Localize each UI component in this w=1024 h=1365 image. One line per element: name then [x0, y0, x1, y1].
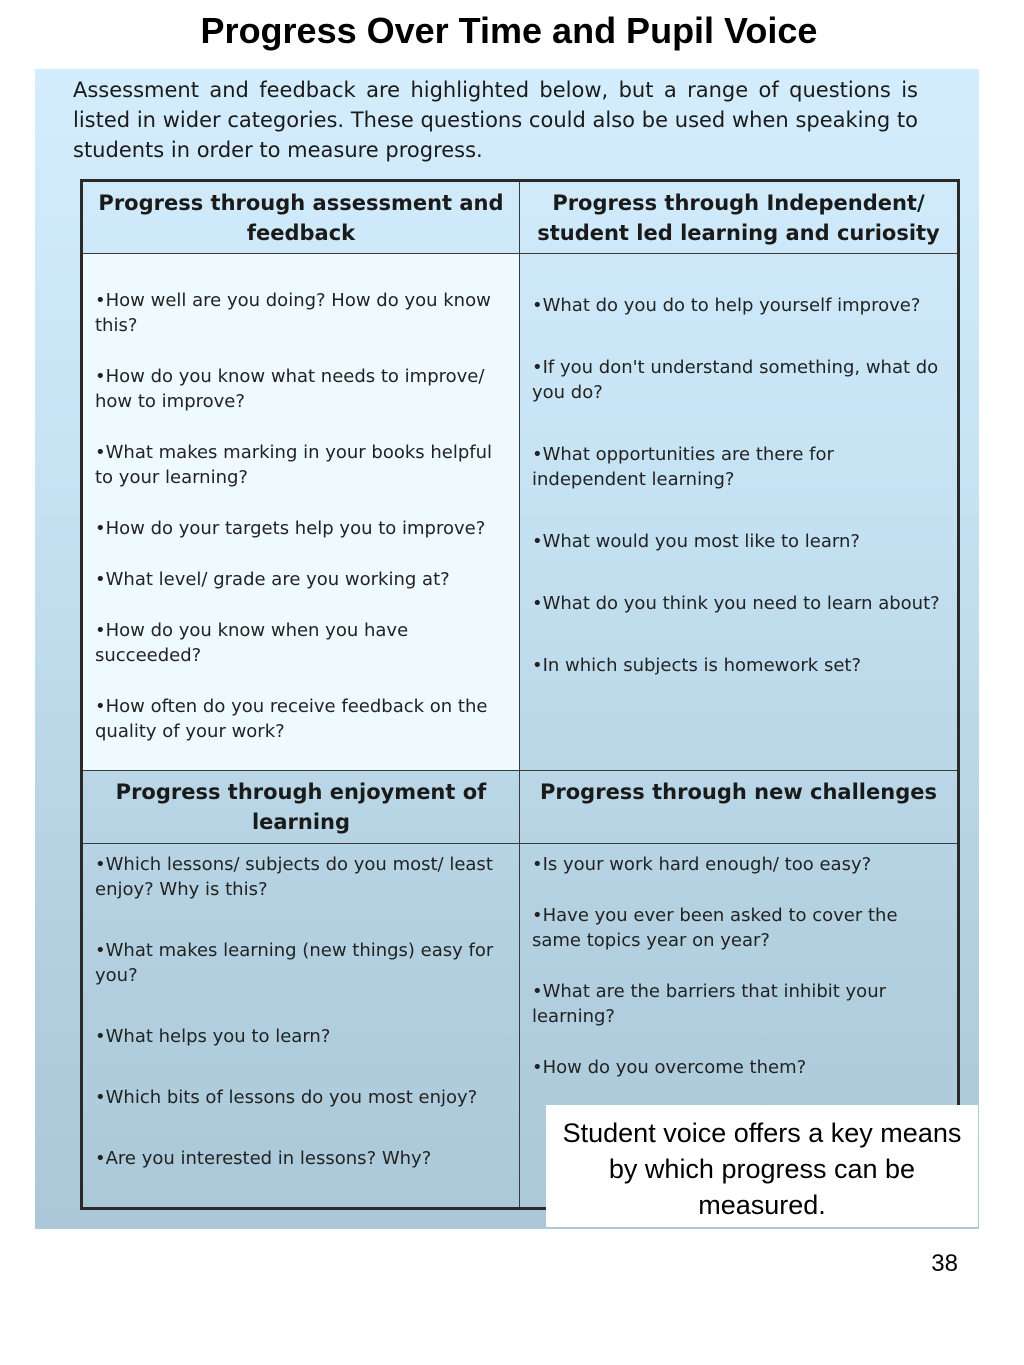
section-heading: Progress through enjoyment of learning [115, 780, 487, 834]
question-item: •What would you most like to learn? [531, 531, 860, 552]
questions-enjoyment-learning [82, 844, 520, 1209]
slide-title: Progress Over Time and Pupil Voice [200, 10, 818, 51]
header-new-challenges [519, 771, 958, 844]
question-item: •Have you ever been asked to cover the same topics year on year? [531, 905, 898, 951]
question-item: •Which bits of lessons do you most enjoy? [95, 1087, 478, 1108]
question-item: •How well are you doing? How do you know this? [95, 290, 491, 336]
header-independent-learning [519, 181, 958, 254]
question-item: •What helps you to learn? [95, 1026, 331, 1047]
question-item: •Are you interested in lessons? Why? [95, 1148, 432, 1169]
questions-table [80, 179, 960, 1210]
question-item: •If you don't understand something, what do you do? [531, 357, 939, 403]
question-item: •How do you know what needs to improve/ how to improve? [95, 366, 485, 412]
question-item: •What are the barriers that inhibit your learning? [531, 981, 886, 1027]
question-item: •What makes marking in your books helpful to your learning? [95, 442, 493, 488]
page-number: 38 [931, 1250, 958, 1277]
section-heading: Progress through assessment and feedback [98, 191, 504, 245]
header-enjoyment-learning [82, 771, 520, 844]
question-item: •How do you overcome them? [531, 1057, 807, 1078]
question-item: •What level/ grade are you working at? [95, 569, 450, 590]
content-panel [35, 69, 979, 1229]
question-item: •What do you think you need to learn about? [531, 593, 940, 614]
question-item: •How do you know when you have succeeded? [95, 620, 409, 666]
header-assessment-feedback [82, 181, 520, 254]
question-item: •How often do you receive feedback on the quality of your work? [95, 696, 488, 742]
section-heading: Progress through new challenges [540, 780, 937, 804]
question-item: •How do your targets help you to improve? [95, 518, 486, 539]
question-item: •What opportunities are there for independent learning? [531, 444, 834, 490]
questions-assessment-feedback [82, 254, 520, 771]
student-voice-callout: Student voice offers a key means by which progress can be measured. [546, 1105, 978, 1227]
intro-paragraph: Assessment and feedback are highlighted below, but a range of questions is listed in wider categories. These questions could also be used when speaking to students in order to measure progress. [73, 78, 918, 162]
questions-independent-learning [519, 254, 958, 771]
question-item: •What do you do to help yourself improve? [531, 295, 921, 316]
question-item: •What makes learning (new things) easy for you? [95, 940, 494, 986]
question-item: •In which subjects is homework set? [531, 655, 862, 676]
section-heading: Progress through Independent/ student led learning and curiosity [537, 191, 940, 245]
question-item: •Which lessons/ subjects do you most/ least enjoy? Why is this? [95, 854, 493, 900]
question-item: •Is your work hard enough/ too easy? [531, 854, 872, 875]
